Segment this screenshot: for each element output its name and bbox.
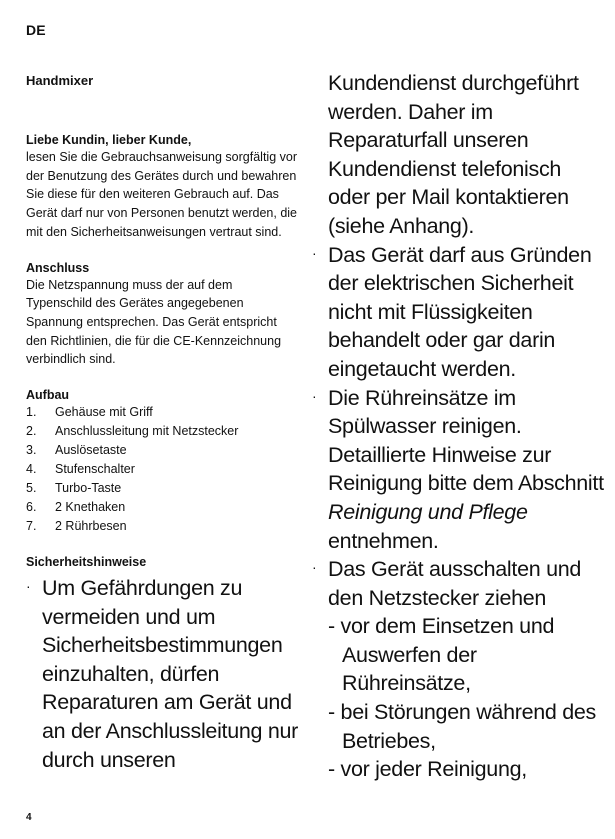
list-item: 2. Anschlussleitung mit Netzstecker bbox=[26, 424, 239, 439]
bullet-dot: · bbox=[312, 244, 317, 261]
list-item: 3. Auslösetaste bbox=[26, 443, 127, 458]
page-title: Handmixer bbox=[26, 73, 94, 88]
sub-item: - vor jeder Reinigung, bbox=[328, 757, 527, 782]
intro-text: lesen Sie die Gebrauchsanweisung sorgfältig vor der Benutzung des Gerätes durch und bewahren Sie diese für den weiteren Gebrauch auf. Das Gerät darf nur von Personen benutzt werden, die mit den Sicherheitsanweisungen vertraut sind. bbox=[26, 150, 297, 239]
bullet-text: Um Gefährdungen zu vermeiden und um Sicherheitsbestimmungen einzuhalten, dürfen Reparaturen am Gerät und an der Anschlussleitung nur durch unseren bbox=[42, 576, 299, 772]
list-item: 5. Turbo-Taste bbox=[26, 481, 122, 496]
safety-bullet-3 bbox=[312, 384, 604, 556]
page-number: 4 bbox=[26, 812, 32, 823]
bullet-text: Das Gerät darf aus Gründen der elektrischen Sicherheit nicht mit Flüssigkeiten behandelt oder gar darin eingetaucht werden. bbox=[328, 242, 592, 381]
safety-bullet-2 bbox=[312, 241, 604, 384]
bullet-dot: · bbox=[312, 387, 317, 404]
section-reference: Reinigung und Pflege bbox=[328, 499, 528, 524]
bullet-text: Das Gerät ausschalten und den Netzstecker ziehen bbox=[328, 557, 582, 610]
anschluss-text: Die Netzspannung muss der auf dem Typenschild des Gerätes angegebenen Spannung entsprechen. Das Gerät entspricht den Richtlinien, die für die CE-Kennzeichnung verbindlich sind. bbox=[26, 277, 282, 367]
aufbau-heading: Aufbau bbox=[26, 388, 70, 403]
sub-item: - bei Störungen während des Betriebes, bbox=[328, 700, 596, 753]
list-item: 4. Stufenschalter bbox=[26, 462, 135, 477]
safety-bullet-1-continued bbox=[312, 69, 604, 241]
right-column bbox=[312, 69, 604, 784]
left-column bbox=[26, 72, 301, 774]
list-item: 1. Gehäuse mit Griff bbox=[26, 405, 153, 420]
safety-bullet-4 bbox=[312, 555, 604, 784]
parts-list bbox=[26, 403, 301, 536]
safety-heading: Sicherheitshinweise bbox=[26, 555, 147, 570]
safety-bullet-1 bbox=[26, 574, 301, 774]
list-item: 6. 2 Knethaken bbox=[26, 500, 126, 515]
anschluss-heading: Anschluss bbox=[26, 260, 90, 275]
bullet-text: Die Rühreinsätze im Spülwasser reinigen. Detaillierte Hinweise zur Reinigung bitte dem Abschnitt Reinigung und Pflege entnehmen. bbox=[328, 385, 604, 553]
language-code: DE bbox=[26, 22, 46, 38]
bullet-text: Kundendienst durchgeführt werden. Daher im Reparaturfall unseren Kundendienst telefonisch oder per Mail kontaktieren (siehe Anhang). bbox=[328, 71, 579, 238]
bullet-dot: · bbox=[26, 578, 31, 595]
list-item: 7. 2 Rührbesen bbox=[26, 519, 127, 534]
sub-item: - vor dem Einsetzen und Auswerfen der Rühreinsätze, bbox=[328, 614, 555, 696]
bullet-dot: · bbox=[312, 559, 317, 576]
greeting: Liebe Kundin, lieber Kunde, bbox=[26, 133, 192, 147]
